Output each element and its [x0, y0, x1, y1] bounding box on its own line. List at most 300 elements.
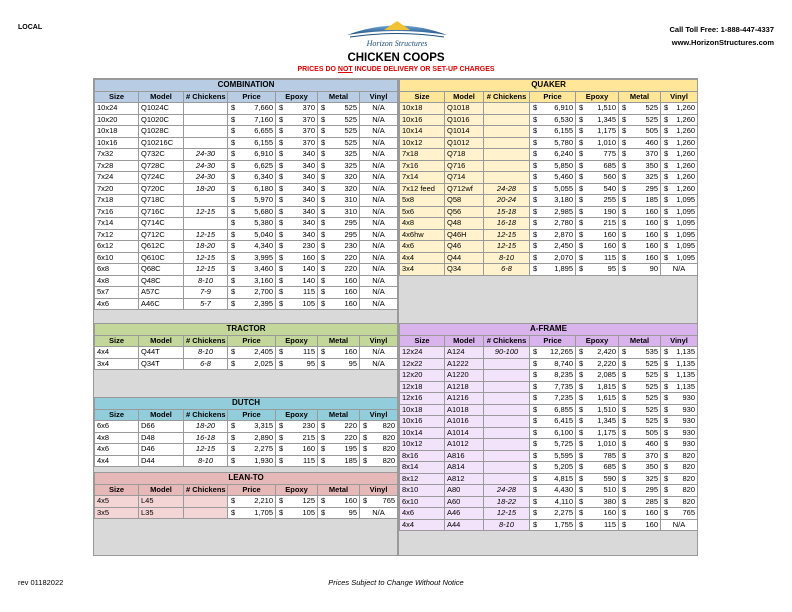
cell-epoxy: $ 340 [276, 183, 318, 195]
cell-model: A46 [445, 508, 484, 520]
cell-model: Q56 [445, 206, 484, 218]
cell-size: 4x4 [95, 347, 139, 359]
table-row [400, 427, 698, 439]
column-header-vinyl: Vinyl [661, 91, 698, 103]
cell-chickens [484, 358, 530, 370]
cell-chickens [484, 416, 530, 428]
cell-price: $ 8,740 [530, 358, 576, 370]
cell-price: $ 5,595 [530, 450, 576, 462]
cell-price: $ 6,910 [530, 103, 576, 115]
section-header-quaker [400, 80, 698, 92]
column-header-size: Size [95, 409, 139, 421]
table-row [400, 485, 698, 497]
cell-epoxy: $ 540 [576, 183, 619, 195]
cell-size: 10x12 [400, 439, 445, 451]
cell-price: $ 2,700 [228, 287, 276, 299]
cell-vinyl: N/A [360, 126, 398, 138]
cell-epoxy: $ 160 [576, 508, 619, 520]
cell-size: 3x5 [95, 507, 139, 519]
column-header-row [95, 484, 398, 496]
table-row [400, 241, 698, 253]
column-header-chickens: # Chickens [184, 91, 228, 103]
cell-vinyl: $ 1,095 [661, 218, 698, 230]
cell-size: 10x16 [95, 137, 139, 149]
cell-chickens: 18-22 [484, 496, 530, 508]
table-lean-to [94, 472, 398, 519]
cell-model: Q1016 [445, 114, 484, 126]
cell-vinyl: N/A [360, 160, 398, 172]
cell-chickens [484, 114, 530, 126]
cell-model: Q718 [445, 149, 484, 161]
column-header-epoxy: Epoxy [276, 335, 318, 347]
cell-size: 10x14 [400, 427, 445, 439]
cell-epoxy: $ 95 [276, 358, 318, 370]
cell-epoxy: $ 370 [276, 103, 318, 115]
cell-chickens: 7-9 [184, 287, 228, 299]
website-link[interactable]: www.HorizonStructures.com [671, 38, 774, 47]
cell-size: 10x16 [400, 114, 445, 126]
cell-vinyl: $ 1,260 [661, 160, 698, 172]
cell-epoxy: $ 160 [576, 241, 619, 253]
table-row [400, 264, 698, 276]
cell-size: 3x4 [400, 264, 445, 276]
cell-epoxy: $ 105 [276, 298, 318, 310]
cell-model: Q612C [139, 241, 184, 253]
cell-price: $ 2,985 [530, 206, 576, 218]
section-header-tractor [95, 324, 398, 336]
table-row [95, 347, 398, 359]
section-title: A-FRAME [400, 324, 698, 336]
cell-vinyl: $ 930 [661, 416, 698, 428]
contact-block [670, 23, 775, 49]
cell-metal: $ 95 [318, 507, 360, 519]
column-header-chickens: # Chickens [184, 335, 228, 347]
table-row [95, 172, 398, 184]
cell-metal: $ 160 [318, 287, 360, 299]
cell-metal: $ 220 [318, 264, 360, 276]
table-row [95, 507, 398, 519]
column-header-vinyl: Vinyl [360, 91, 398, 103]
cell-vinyl: $ 1,135 [661, 370, 698, 382]
cell-price: $ 2,870 [530, 229, 576, 241]
cell-metal: $ 525 [318, 126, 360, 138]
cell-metal: $ 285 [619, 496, 661, 508]
cell-epoxy: $ 340 [276, 229, 318, 241]
table-row [400, 404, 698, 416]
section-header-dutch [95, 398, 398, 410]
cell-size: 6x10 [95, 252, 139, 264]
cell-chickens [484, 172, 530, 184]
cell-size: 7x12 [95, 229, 139, 241]
column-header-model: Model [139, 335, 184, 347]
cell-model: A60 [445, 496, 484, 508]
cell-price: $ 3,460 [228, 264, 276, 276]
table-row [400, 381, 698, 393]
cell-model: Q34 [445, 264, 484, 276]
cell-chickens: 12-15 [484, 241, 530, 253]
right-price-column [398, 78, 698, 556]
cell-metal: $ 320 [318, 183, 360, 195]
column-header-size: Size [95, 484, 139, 496]
toll-free-number: Call Toll Free: 1-888-447-4337 [669, 25, 774, 34]
cell-model: Q48 [445, 218, 484, 230]
cell-model: A1218 [445, 381, 484, 393]
cell-size: 7x18 [95, 195, 139, 207]
cell-chickens [184, 195, 228, 207]
cell-metal: $ 220 [318, 421, 360, 433]
cell-price: $ 1,930 [228, 455, 276, 467]
cell-chickens [484, 103, 530, 115]
table-aframe [399, 323, 698, 531]
cell-epoxy: $ 115 [576, 252, 619, 264]
cell-price: $ 5,055 [530, 183, 576, 195]
cell-size: 10x14 [400, 126, 445, 138]
cell-epoxy: $ 1,175 [576, 427, 619, 439]
cell-epoxy: $ 1,815 [576, 381, 619, 393]
cell-model: A1220 [445, 370, 484, 382]
cell-chickens [184, 507, 228, 519]
cell-model: Q68C [139, 264, 184, 276]
cell-size: 8x16 [400, 450, 445, 462]
cell-epoxy: $ 160 [276, 252, 318, 264]
cell-size: 12x24 [400, 347, 445, 359]
cell-price: $ 1,705 [228, 507, 276, 519]
cell-model: A1216 [445, 393, 484, 405]
cell-size: 10x24 [95, 103, 139, 115]
cell-metal: $ 95 [318, 358, 360, 370]
table-row [95, 160, 398, 172]
cell-model: Q44 [445, 252, 484, 264]
section-title: LEAN-TO [95, 473, 398, 485]
cell-vinyl: $ 1,260 [661, 183, 698, 195]
table-row [400, 450, 698, 462]
cell-price: $ 1,755 [530, 519, 576, 531]
cell-model: A57C [139, 287, 184, 299]
cell-vinyl: N/A [360, 507, 398, 519]
cell-epoxy: $ 215 [276, 432, 318, 444]
cell-price: $ 6,415 [530, 416, 576, 428]
cell-chickens [484, 149, 530, 161]
cell-price: $ 2,275 [228, 444, 276, 456]
cell-vinyl: $ 1,135 [661, 381, 698, 393]
cell-vinyl: $ 1,135 [661, 358, 698, 370]
table-row [400, 114, 698, 126]
cell-vinyl: $ 820 [360, 455, 398, 467]
local-label: LOCAL [18, 24, 43, 31]
column-header-model: Model [139, 409, 184, 421]
cell-vinyl: N/A [360, 347, 398, 359]
cell-metal: $ 160 [619, 241, 661, 253]
cell-price: $ 2,890 [228, 432, 276, 444]
cell-metal: $ 325 [318, 160, 360, 172]
cell-chickens [484, 450, 530, 462]
cell-chickens: 16-18 [184, 432, 228, 444]
cell-vinyl: N/A [360, 183, 398, 195]
cell-chickens: 8-10 [184, 455, 228, 467]
cell-epoxy: $ 1,010 [576, 137, 619, 149]
cell-metal: $ 160 [619, 252, 661, 264]
cell-price: $ 4,430 [530, 485, 576, 497]
column-header-vinyl: Vinyl [360, 409, 398, 421]
cell-vinyl: N/A [661, 264, 698, 276]
cell-epoxy: $ 340 [276, 195, 318, 207]
cell-chickens [484, 439, 530, 451]
pricing-disclaimer: PRICES DO NOT INCUDE DELIVERY OR SET-UP CHARGES [297, 66, 495, 73]
cell-price: $ 8,235 [530, 370, 576, 382]
table-dutch [94, 397, 398, 467]
cell-metal: $ 160 [619, 229, 661, 241]
cell-size: 10x18 [400, 404, 445, 416]
table-row [400, 126, 698, 138]
table-row [95, 287, 398, 299]
cell-chickens [484, 370, 530, 382]
cell-size: 10x16 [400, 416, 445, 428]
cell-epoxy: $ 115 [276, 347, 318, 359]
cell-size: 8x12 [400, 473, 445, 485]
column-header-metal: Metal [318, 335, 360, 347]
cell-epoxy: $ 125 [276, 496, 318, 508]
cell-epoxy: $ 1,345 [576, 114, 619, 126]
cell-chickens: 18-20 [184, 183, 228, 195]
cell-epoxy: $ 590 [576, 473, 619, 485]
table-row [400, 137, 698, 149]
cell-chickens: 12-15 [184, 252, 228, 264]
cell-vinyl: $ 1,260 [661, 103, 698, 115]
cell-vinyl: $ 930 [661, 393, 698, 405]
cell-size: 10x18 [400, 103, 445, 115]
cell-vinyl: N/A [360, 137, 398, 149]
cell-price: $ 12,265 [530, 347, 576, 359]
cell-metal: $ 160 [619, 508, 661, 520]
cell-chickens [184, 114, 228, 126]
cell-size: 7x20 [95, 183, 139, 195]
table-row [400, 103, 698, 115]
cell-price: $ 5,040 [228, 229, 276, 241]
cell-vinyl: N/A [360, 298, 398, 310]
cell-metal: $ 295 [318, 218, 360, 230]
cell-chickens: 24-30 [184, 149, 228, 161]
cell-epoxy: $ 380 [576, 496, 619, 508]
cell-model: A44 [445, 519, 484, 531]
cell-chickens: 12-15 [184, 206, 228, 218]
cell-vinyl: N/A [360, 264, 398, 276]
column-header-epoxy: Epoxy [576, 91, 619, 103]
cell-size: 6x10 [400, 496, 445, 508]
cell-price: $ 6,155 [530, 126, 576, 138]
table-row [95, 298, 398, 310]
cell-size: 5x6 [400, 206, 445, 218]
cell-price: $ 5,680 [228, 206, 276, 218]
table-row [95, 103, 398, 115]
cell-chickens: 20-24 [484, 195, 530, 207]
cell-size: 7x16 [400, 160, 445, 172]
cell-metal: $ 525 [619, 114, 661, 126]
cell-size: 4x5 [95, 496, 139, 508]
cell-model: D66 [139, 421, 184, 433]
cell-chickens: 90-100 [484, 347, 530, 359]
cell-price: $ 7,160 [228, 114, 276, 126]
left-price-column [93, 78, 398, 556]
cell-price: $ 6,240 [530, 149, 576, 161]
cell-epoxy: $ 95 [576, 264, 619, 276]
cell-metal: $ 220 [318, 252, 360, 264]
cell-chickens: 8-10 [184, 347, 228, 359]
cell-model: Q10216C [139, 137, 184, 149]
cell-epoxy: $ 1,510 [576, 404, 619, 416]
cell-metal: $ 310 [318, 195, 360, 207]
cell-size: 4x4 [95, 455, 139, 467]
cell-price: $ 2,395 [228, 298, 276, 310]
cell-epoxy: $ 1,345 [576, 416, 619, 428]
cell-chickens [484, 393, 530, 405]
cell-vinyl: N/A [360, 287, 398, 299]
table-row [400, 183, 698, 195]
cell-chickens: 16-18 [484, 218, 530, 230]
cell-metal: $ 350 [619, 462, 661, 474]
column-header-model: Model [445, 335, 484, 347]
cell-epoxy: $ 340 [276, 149, 318, 161]
cell-size: 5x7 [95, 287, 139, 299]
cell-metal: $ 160 [619, 519, 661, 531]
cell-size: 12x20 [400, 370, 445, 382]
cell-model: L45 [139, 496, 184, 508]
table-combination [94, 79, 398, 310]
cell-chickens: 24-30 [184, 172, 228, 184]
column-header-row [400, 335, 698, 347]
cell-price: $ 3,315 [228, 421, 276, 433]
cell-epoxy: $ 1,175 [576, 126, 619, 138]
cell-metal: $ 195 [318, 444, 360, 456]
cell-chickens: 8-10 [184, 275, 228, 287]
cell-vinyl: $ 820 [360, 432, 398, 444]
cell-chickens [484, 404, 530, 416]
column-header-metal: Metal [619, 91, 661, 103]
cell-vinyl: N/A [360, 358, 398, 370]
cell-epoxy: $ 190 [576, 206, 619, 218]
cell-epoxy: $ 370 [276, 126, 318, 138]
section-header-lean-to [95, 473, 398, 485]
cell-size: 8x10 [400, 485, 445, 497]
cell-metal: $ 325 [619, 172, 661, 184]
column-header-size: Size [95, 335, 139, 347]
cell-epoxy: $ 105 [276, 507, 318, 519]
cell-model: A1016 [445, 416, 484, 428]
cell-price: $ 5,780 [530, 137, 576, 149]
cell-metal: $ 460 [619, 439, 661, 451]
cell-size: 10x12 [400, 137, 445, 149]
cell-size: 4x8 [400, 218, 445, 230]
cell-price: $ 2,070 [530, 252, 576, 264]
section-header-combination [95, 80, 398, 92]
cell-model: Q728C [139, 160, 184, 172]
cell-model: Q714C [139, 218, 184, 230]
column-header-epoxy: Epoxy [576, 335, 619, 347]
cell-model: Q718C [139, 195, 184, 207]
cell-vinyl: $ 1,095 [661, 241, 698, 253]
cell-epoxy: $ 115 [276, 455, 318, 467]
cell-size: 10x18 [95, 126, 139, 138]
cell-metal: $ 525 [318, 103, 360, 115]
cell-price: $ 5,380 [228, 218, 276, 230]
cell-vinyl: $ 820 [661, 473, 698, 485]
cell-model: Q1018 [445, 103, 484, 115]
cell-model: Q1024C [139, 103, 184, 115]
cell-epoxy: $ 510 [576, 485, 619, 497]
cell-price: $ 3,180 [530, 195, 576, 207]
cell-model: A812 [445, 473, 484, 485]
cell-price: $ 6,340 [228, 172, 276, 184]
column-header-price: Price [228, 91, 276, 103]
cell-chickens: 12-15 [184, 444, 228, 456]
cell-chickens [484, 462, 530, 474]
cell-model: Q1012 [445, 137, 484, 149]
table-row [400, 496, 698, 508]
table-row [400, 206, 698, 218]
horizon-structures-logo [342, 18, 452, 48]
cell-metal: $ 185 [318, 455, 360, 467]
column-header-size: Size [400, 91, 445, 103]
cell-epoxy: $ 560 [576, 172, 619, 184]
cell-price: $ 4,815 [530, 473, 576, 485]
cell-epoxy: $ 785 [576, 450, 619, 462]
cell-model: A816 [445, 450, 484, 462]
cell-epoxy: $ 2,085 [576, 370, 619, 382]
cell-model: Q46 [445, 241, 484, 253]
cell-model: Q712C [139, 229, 184, 241]
cell-size: 10x20 [95, 114, 139, 126]
cell-chickens [484, 126, 530, 138]
cell-price: $ 6,155 [228, 137, 276, 149]
cell-model: D44 [139, 455, 184, 467]
cell-chickens: 12-15 [184, 264, 228, 276]
table-tractor [94, 323, 398, 370]
column-header-price: Price [228, 409, 276, 421]
cell-metal: $ 160 [619, 218, 661, 230]
table-row [95, 218, 398, 230]
cell-model: Q48C [139, 275, 184, 287]
cell-model: A80 [445, 485, 484, 497]
cell-model: Q724C [139, 172, 184, 184]
table-row [400, 172, 698, 184]
cell-size: 4x8 [95, 432, 139, 444]
cell-vinyl: $ 1,260 [661, 149, 698, 161]
cell-epoxy: $ 340 [276, 218, 318, 230]
column-header-price: Price [530, 335, 576, 347]
cell-size: 12x22 [400, 358, 445, 370]
cell-epoxy: $ 340 [276, 172, 318, 184]
cell-size: 6x8 [95, 264, 139, 276]
cell-size: 7x16 [95, 206, 139, 218]
cell-vinyl: $ 1,095 [661, 229, 698, 241]
cell-epoxy: $ 370 [276, 137, 318, 149]
cell-metal: $ 460 [619, 137, 661, 149]
cell-vinyl: $ 1,135 [661, 347, 698, 359]
cell-vinyl: $ 1,095 [661, 195, 698, 207]
table-row [400, 218, 698, 230]
column-header-metal: Metal [619, 335, 661, 347]
cell-metal: $ 310 [318, 206, 360, 218]
cell-metal: $ 325 [619, 473, 661, 485]
column-header-price: Price [228, 335, 276, 347]
column-header-chickens: # Chickens [184, 484, 228, 496]
cell-chickens: 6-8 [184, 358, 228, 370]
table-row [400, 252, 698, 264]
cell-price: $ 2,210 [228, 496, 276, 508]
cell-metal: $ 370 [619, 149, 661, 161]
cell-model: A1018 [445, 404, 484, 416]
cell-vinyl: N/A [360, 149, 398, 161]
table-row [400, 370, 698, 382]
